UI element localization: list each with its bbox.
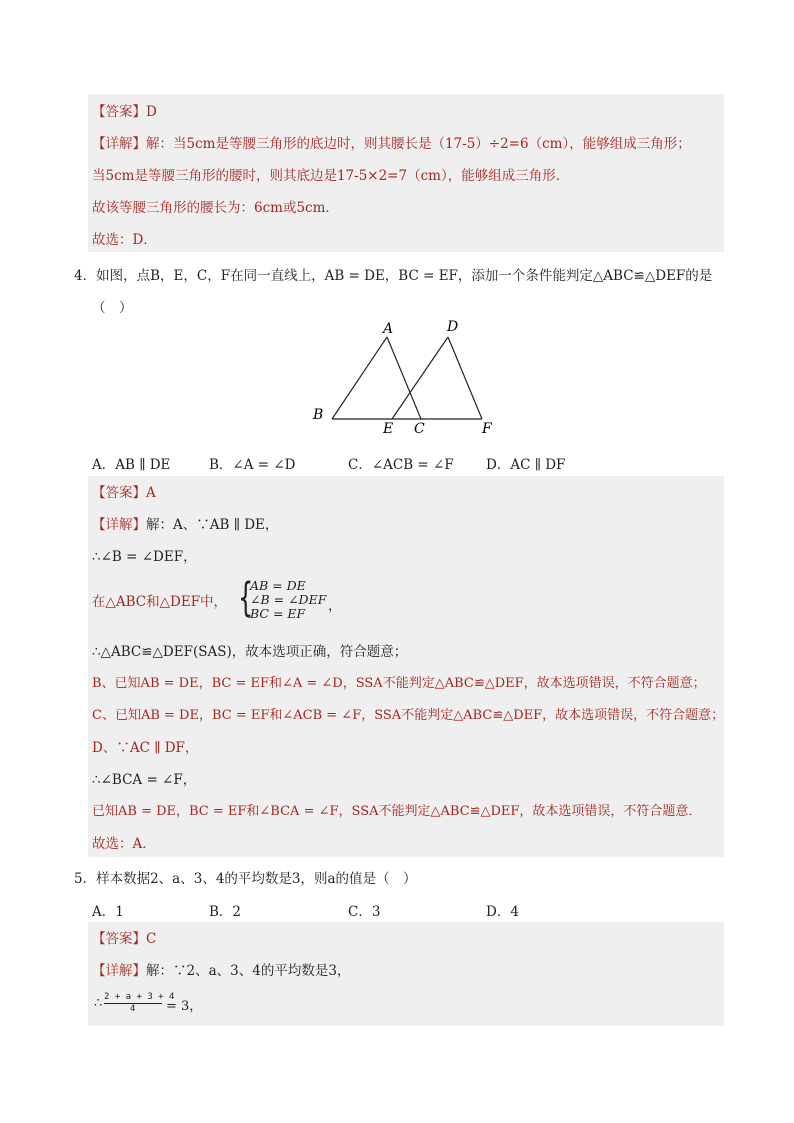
segment-ba	[332, 337, 387, 419]
q3-detail-line4: 故选：D．	[92, 232, 157, 248]
detail-text: 解：当5cm是等腰三角形的底边时，则其腰长是（17-5）÷2=6（cm），能够组成三角形；	[146, 136, 691, 152]
detail-label: 【详解】	[92, 963, 146, 979]
q4-detail-line4: ∴△ABC≌△DEF(SAS)，故本选项正确，符合题意；	[92, 644, 408, 660]
q4-detail-line8: ∴∠BCA = ∠F，	[92, 772, 197, 788]
q5-stem-text: 样本数据2、a、3、4的平均数是3，则a的值是（ ）	[96, 871, 417, 887]
detail-label: 【详解】	[92, 517, 146, 533]
q3-detail-line2: 当5cm是等腰三角形的腰时，则其底边是17-5×2=7（cm），能够组成三角形．	[92, 168, 570, 184]
q5-number: 5．	[74, 871, 97, 887]
answer-value: C	[146, 931, 157, 947]
system-row-2: ∠B = ∠DEF	[250, 592, 327, 607]
detail-text: 解：∵2、a、3、4的平均数是3，	[146, 963, 351, 979]
q4-detail-line3-suffix: ，	[328, 598, 342, 614]
q4-stem	[74, 264, 712, 284]
label-e: E	[383, 421, 394, 436]
q3-detail-line1	[92, 136, 691, 152]
q4-option-d: D．AC ∥ DF	[486, 457, 566, 473]
label-b: B	[313, 407, 324, 423]
q4-detail-line1	[92, 517, 278, 533]
system-row-3: BC = EF	[250, 606, 306, 621]
answer-label: 【答案】	[92, 485, 146, 501]
q5-option-d: D．4	[486, 904, 519, 920]
q5-stem	[74, 867, 417, 887]
detail-text: 解：A、∵AB ∥ DE，	[146, 517, 279, 533]
q4-detail-line10: 故选：A．	[92, 836, 156, 852]
q3-detail-line3: 故该等腰三角形的腰长为：6cm或5cm．	[92, 200, 339, 216]
q4-stem-text: 如图，点B，E，C，F在同一直线上，AB = DE，BC = EF，添加一个条件能判定△ABC≌△DEF的是	[96, 268, 713, 284]
segment-ac	[387, 337, 421, 419]
q4-answer-background	[88, 476, 724, 857]
q4-detail-line7: D、∵AC ∥ DF，	[92, 740, 199, 756]
q5-option-a: A．1	[92, 904, 124, 920]
q4-detail-line2: ∴∠B = ∠DEF，	[92, 549, 197, 565]
q4-option-c: C．∠ACB = ∠F	[348, 457, 454, 473]
q5-option-c: C．3	[348, 904, 381, 920]
q5-option-b: B．2	[209, 904, 242, 920]
brace-icon: {	[238, 575, 254, 621]
label-d: D	[447, 319, 459, 335]
system-row-1: AB = DE	[250, 578, 306, 593]
q4-triangle-figure	[308, 316, 508, 436]
q4-option-a: A．AB ∥ DE	[92, 457, 171, 473]
q4-answer-line	[92, 485, 156, 501]
q4-number: 4．	[74, 268, 97, 284]
fraction-result: = 3，	[166, 999, 203, 1014]
answer-label: 【答案】	[92, 104, 146, 120]
segment-ed	[392, 337, 448, 419]
label-a: A	[383, 321, 394, 337]
q4-option-b: B．∠A = ∠D	[209, 457, 296, 473]
q4-detail-line9: 已知AB = DE，BC = EF和∠BCA = ∠F，SSA不能判定△ABC≌△DEF，故本选项错误，不符合题意．	[92, 804, 702, 819]
answer-value: A	[146, 485, 156, 501]
q4-detail-line5: B、已知AB = DE，BC = EF和∠A = ∠D，SSA不能判定△ABC≌△DEF，故本选项错误，不符合题意；	[92, 676, 706, 691]
fraction-denominator: 4	[130, 1004, 136, 1014]
q4-detail-line6: C、已知AB = DE，BC = EF和∠ACB = ∠F，SSA不能判定△ABC≌△DEF，故本选项错误，不符合题意；	[92, 708, 724, 723]
q5-answer-line	[92, 931, 156, 947]
fraction-numerator: 2 + a + 3 + 4	[104, 992, 175, 1002]
detail-label: 【详解】	[92, 136, 146, 152]
q4-stem-paren: （ ）	[92, 300, 133, 316]
answer-value: D	[146, 104, 157, 120]
q4-detail-line3-prefix: 在△ABC和△DEF中，	[92, 594, 228, 610]
answer-label: 【答案】	[92, 931, 146, 947]
q5-detail-line1	[92, 963, 350, 979]
label-f: F	[482, 421, 492, 436]
label-c: C	[414, 421, 425, 436]
therefore-symbol: ∴	[94, 996, 103, 1011]
q3-answer-line	[92, 104, 157, 120]
segment-df	[448, 337, 482, 419]
